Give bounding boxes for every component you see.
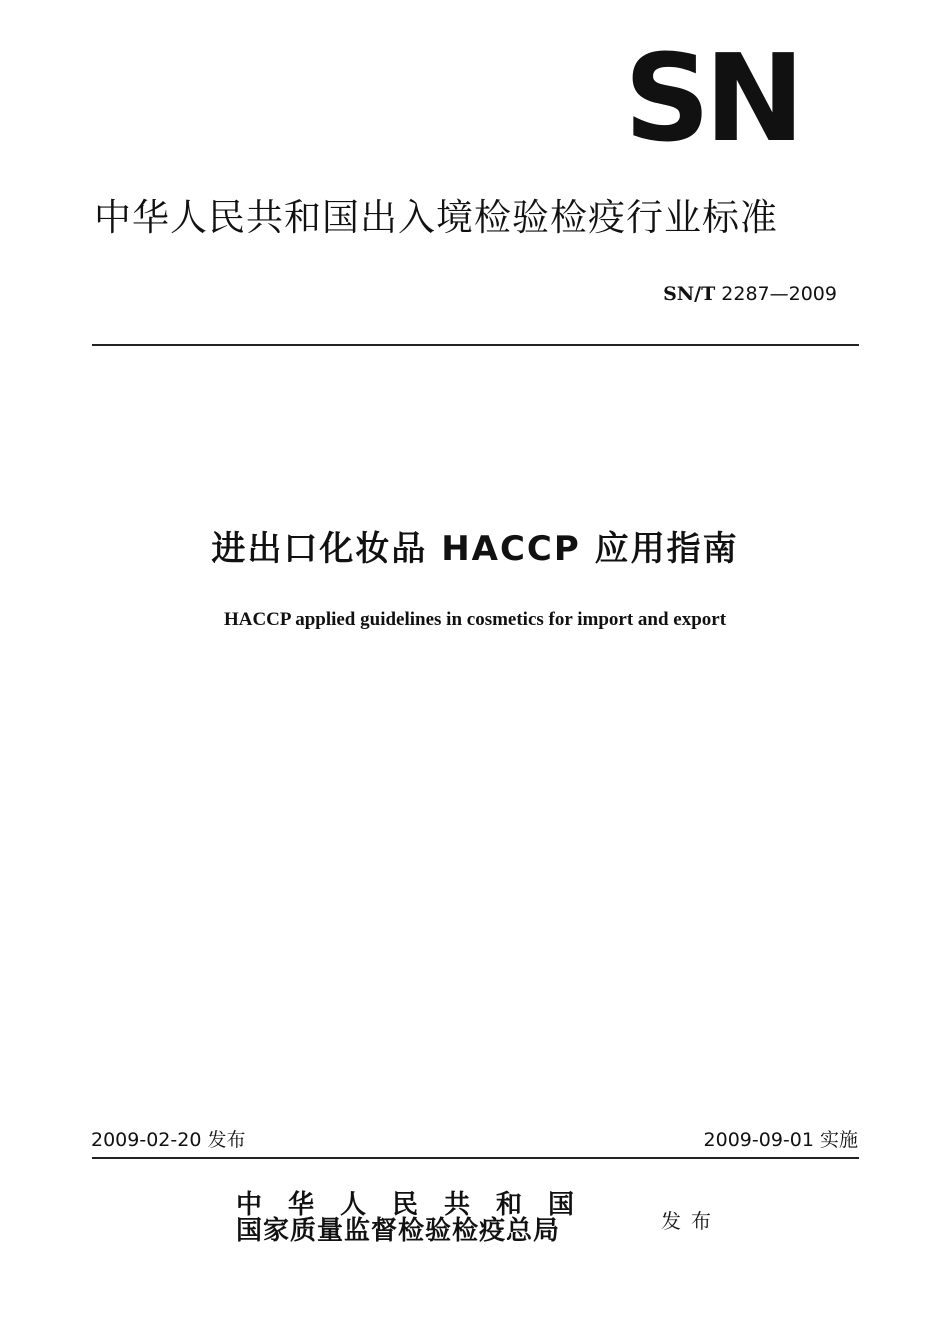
publisher-country: 中华人民共和国 <box>236 1190 601 1220</box>
bottom-divider <box>92 1157 859 1159</box>
document-title-english: HACCP applied guidelines in cosmetics for import and export <box>223 609 727 630</box>
publish-label: 发布 <box>661 1209 721 1233</box>
publisher-block <box>236 1192 636 1244</box>
industry-standard-title: 中华人民共和国出入境检验检疫行业标准 <box>94 196 778 239</box>
standard-number <box>663 281 837 307</box>
document-title-chinese: 进出口化妆品 HACCP 应用指南 <box>211 529 739 569</box>
top-divider <box>92 344 859 346</box>
publisher-agency: 国家质量监督检验检疫总局 <box>236 1216 561 1246</box>
standard-year-number: 2287—2009 <box>721 283 837 305</box>
standard-code: SN/T <box>663 283 716 305</box>
implementation-date: 2009-09-01 实施 <box>703 1129 858 1151</box>
sn-logo: SN <box>624 30 799 169</box>
issue-date: 2009-02-20 发布 <box>91 1129 246 1151</box>
